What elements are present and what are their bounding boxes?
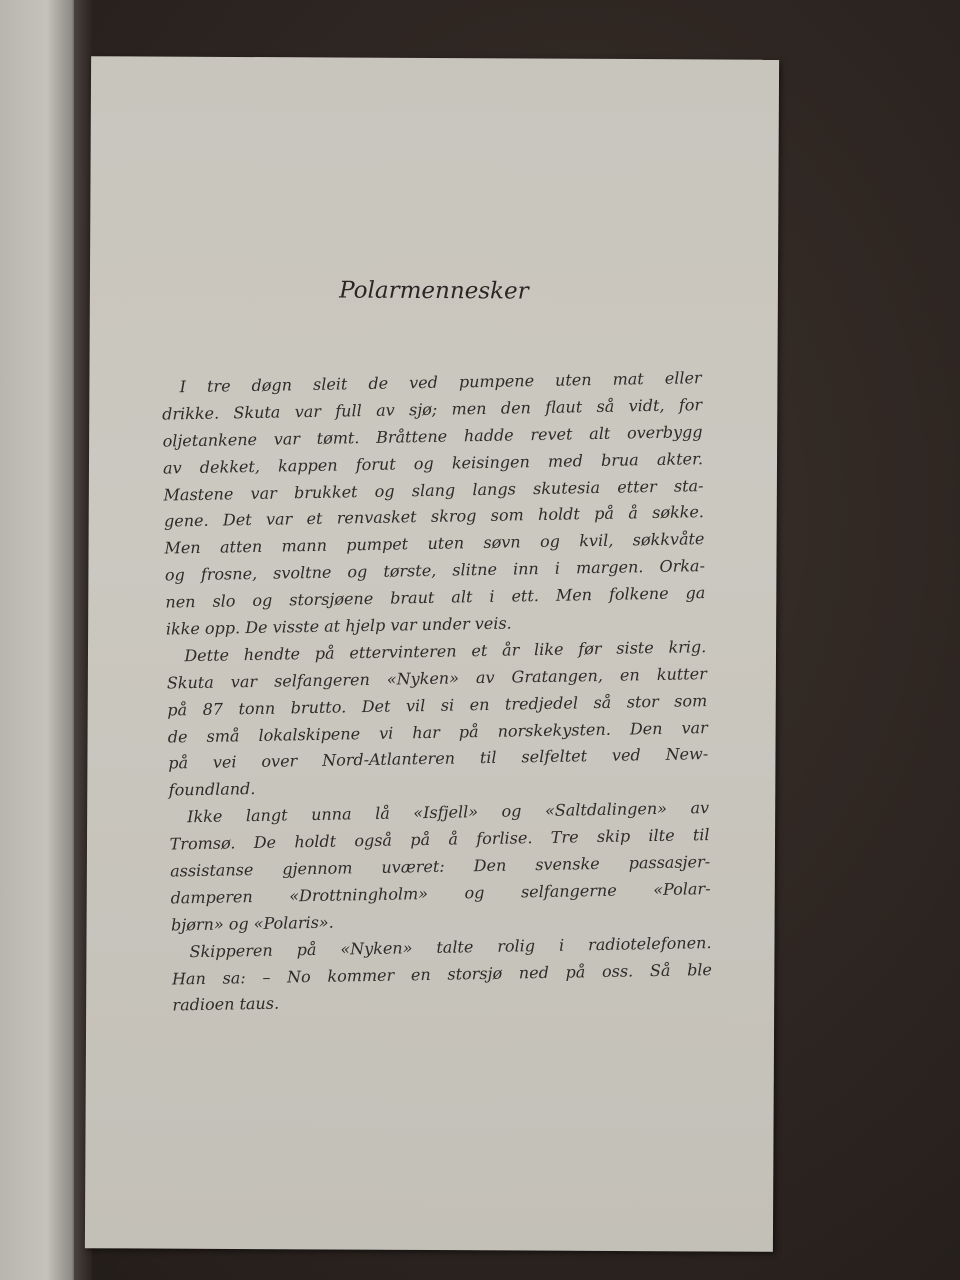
text-line: Skipperen på «Nyken» talte rolig i radiotelefonen. <box>189 932 712 961</box>
text-line: Dette hendte på ettervinteren et år like før siste krig. <box>184 637 707 666</box>
text-line: og frosne, svoltne og tørste, slitne inn i margen. Orka- <box>164 556 706 585</box>
text-line: damperen «Drottningholm» og selfangerne «Polar- <box>170 878 711 908</box>
text-line: bjørn» og «Polaris». <box>170 912 334 935</box>
text-line: gene. Det var et renvasket skrog som holdt på å søkke. <box>163 502 705 532</box>
chapter-title: Polarmennesker <box>339 277 529 305</box>
text-line: på 87 tonn brutto. Det vil si en tredjedel så stor som <box>167 690 708 720</box>
text-line: nen slo og storsjøene braut alt i ett. Men folkene ga <box>165 583 706 612</box>
text-line: Tromsø. De holdt også på å forlise. Tre skip ilte til <box>169 825 710 854</box>
body-text <box>161 365 712 1020</box>
text-line: radioen taus. <box>172 994 280 1015</box>
text-line: ikke opp. De visste at hjelp var under veis. <box>165 613 512 639</box>
text-line: foundland. <box>168 779 256 800</box>
text-line: Skuta var selfangeren «Nyken» av Gratangen, en kutter <box>166 663 707 693</box>
left-page-edge <box>0 0 78 1280</box>
text-line: assistanse gjennom uværet: Den svenske passasjer- <box>169 852 711 881</box>
text-line: Mastene var brukket og slang langs skutesia etter sta- <box>163 475 704 505</box>
text-line: oljetankene var tømt. Bråttene hadde revet alt overbygg <box>162 421 703 451</box>
text-line: drikke. Skuta var full av sjø; men den flaut så vidt, for <box>161 395 703 424</box>
book-page <box>85 56 779 1252</box>
text-line: Ikke langt unna lå «Isfjell» og «Saltdalingen» av <box>187 798 710 827</box>
text-line: Han sa: – No kommer en storsjø ned på oss. Så ble <box>171 959 713 989</box>
text-line: på vei over Nord-Atlanteren til selfeltet ved New- <box>168 744 709 773</box>
text-line: de små lokalskipene vi har på norskekysten. Den var <box>167 717 708 747</box>
text-line: av dekket, kappen forut og keisingen med brua akter. <box>162 448 704 478</box>
text-line: I tre døgn sleit de ved pumpene uten mat eller <box>179 368 702 397</box>
text-line: Men atten mann pumpet uten søvn og kvil, søkkvåte <box>164 529 705 558</box>
